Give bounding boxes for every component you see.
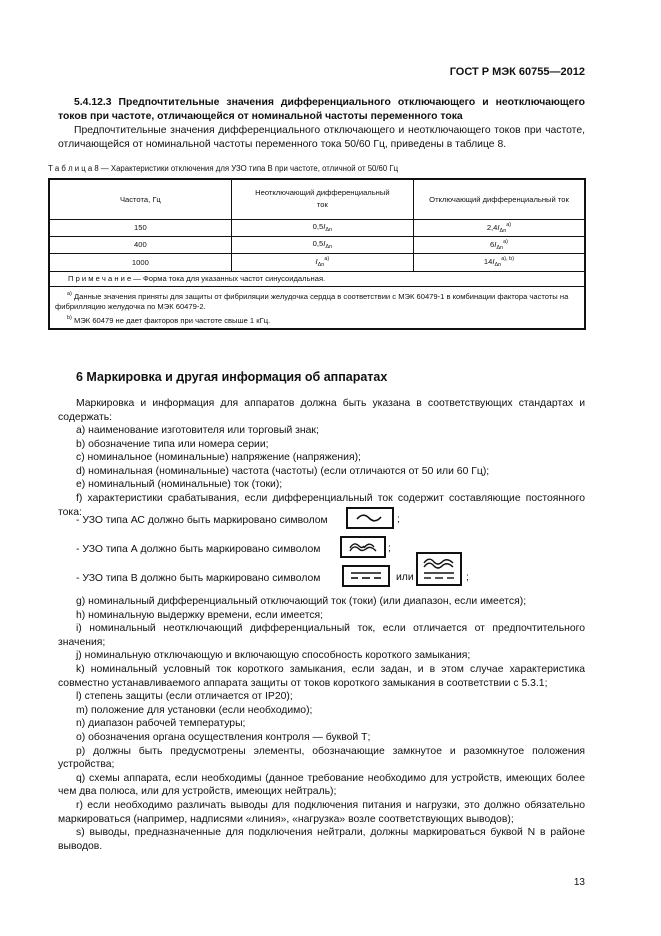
b-symbol-combined-icon (416, 552, 462, 586)
list-item-m: m) положение для установки (если необходимо); (76, 704, 313, 716)
col-header-trip: Отключающий дифференциальный ток (413, 179, 585, 219)
a-semicolon: ; (388, 543, 391, 554)
list-item-k: k) номинальный условный ток короткого замыкания, если задан, и в этом случае характеристика совместно устанавливаемого аппарата защиты от токов короткого замыкания в соответствии с 5.3.1; (58, 664, 585, 689)
list-item-g: g) номинальный дифференциальный отключающий ток (токи) (или диапазон, если имеется); (76, 596, 527, 607)
list-item-j: j) номинальную отключающую и включающую способность короткого замыкания; (76, 650, 471, 662)
section-5-4-12-3-body: Предпочтительные значения дифференциального отключающего и неотключающего токов при частоте, отличающейся от номинальной частоты переменного тока 50/60 Гц, приведены в таблице 8. (58, 125, 585, 150)
type-b-text: - УЗО типа В должно быть маркировано символом (76, 573, 321, 584)
list-item-n: n) диапазон рабочей температуры; (76, 718, 246, 730)
ac-symbol-icon (346, 507, 394, 529)
page-number: 13 (573, 877, 585, 888)
footnote-a: $^{а)}$ Данные значения приняты для защиты от фибриляции желудочка сердца в соответствии с МЭК 60479-1 в комбинации фактора частоты на фибрилляцию желудочка по МЭК 60479-2. (55, 290, 569, 312)
list-item-b: b) обозначение типа или номера серии; (76, 438, 269, 450)
list-item-s: s) выводы, предназначенные для подключения нейтрали, должны маркироваться буквой N в районе выводов. (58, 827, 585, 852)
row-1000-frequency: 1000 (49, 253, 231, 271)
list-item-d: d) номинальная (номинальные) частота (частоты) (если отличаются от 50 или 60 Гц); (76, 465, 490, 477)
table-footnotes (49, 286, 585, 329)
col-header-nontrip: Неотключающий дифференциальный ток (231, 179, 413, 219)
row-1000-nontrip: $I_{\Delta n}^{а)}$ (231, 253, 413, 271)
row-1000-trip: $14I_{\Delta n}^{а), b)}$ (413, 253, 585, 271)
row-400-nontrip: $0,5I_{\Delta n}$ (231, 236, 413, 253)
section-5-4-12-3-heading: 5.4.12.3 Предпочтительные значения дифференциального отключающего и неотключающего токов при частоте, отличающейся от номинальной частоты переменного тока (58, 97, 585, 122)
list-item-o: o) обозначения органа осуществления контроля — буквой Т; (76, 732, 371, 743)
row-150-trip: $2,4I_{\Delta n}^{а)}$ (413, 219, 585, 236)
a-symbol-icon (340, 536, 386, 558)
doc-code: ГОСТ Р МЭК 60755—2012 (449, 66, 585, 78)
list-item-i: i) номинальный неотключающий дифференциальный ток, если отличается от предпочтительного значения; (58, 623, 585, 648)
list-item-l: l) степень защиты (если отличается от IP20); (76, 691, 293, 703)
section-6-intro: Маркировка и информация для аппаратов должна быть указана в соответствующих стандартах и содержать: (58, 398, 585, 423)
list-item-p: p) должны быть предусмотрены элементы, обозначающие замкнутое и разомкнутое положения устройства; (58, 745, 585, 771)
list-item-q: q) схемы аппарата, если необходимы (данное требование необходимо для устройств, имеющих более чем два полюса, или для устройств, имеющих нейтраль); (58, 772, 585, 798)
row-400-trip: $6I_{\Delta n}^{а)}$ (413, 236, 585, 253)
list-item-r: r) если необходимо различать выводы для подключения питания и нагрузки, это должно обязательно маркироваться (например, надписями «линия», «нагрузка» возле соответствующих выводов); (58, 800, 585, 825)
footnote-b: $^{b)}$ МЭК 60479 не дает факторов при частоте свыше 1 кГц. (67, 314, 271, 325)
b-or-word: или (396, 572, 414, 583)
list-item-e: e) номинальный (номинальные) ток (токи); (76, 479, 283, 491)
type-a-text: - УЗО типа А должно быть маркировано символом (76, 544, 321, 555)
row-150-frequency: 150 (49, 219, 231, 236)
col-header-frequency: Частота, Гц (49, 179, 231, 219)
list-item-h: h) номинальную выдержку времени, если имеется; (76, 609, 324, 621)
table-8 (48, 178, 586, 330)
list-item-c: c) номинальное (номинальные) напряжение (напряжения); (76, 452, 361, 464)
ac-semicolon: ; (397, 514, 400, 525)
row-400-frequency: 400 (49, 236, 231, 253)
table-note: П р и м е ч а н и е — Форма тока для указанных частот синусоидальная. (49, 271, 585, 286)
list-item-a: a) наименование изготовителя или торговый знак; (76, 425, 319, 436)
table-caption: Т а б л и ц а 8 — Характеристики отключения для УЗО типа В при частоте, отличной от 50/60 Гц (48, 164, 399, 173)
list-item-f: f) характеристики срабатывания, если дифференциальный ток содержит составляющие постоянного тока: (58, 493, 585, 518)
type-ac-text: - УЗО типа АС должно быть маркировано символом (76, 515, 328, 526)
b-semicolon: ; (466, 572, 469, 583)
row-150-nontrip: $0,5I_{\Delta n}$ (231, 219, 413, 236)
b-symbol-dc-icon (342, 565, 390, 587)
section-6-heading: 6 Маркировка и другая информация об аппаратах (76, 370, 388, 384)
